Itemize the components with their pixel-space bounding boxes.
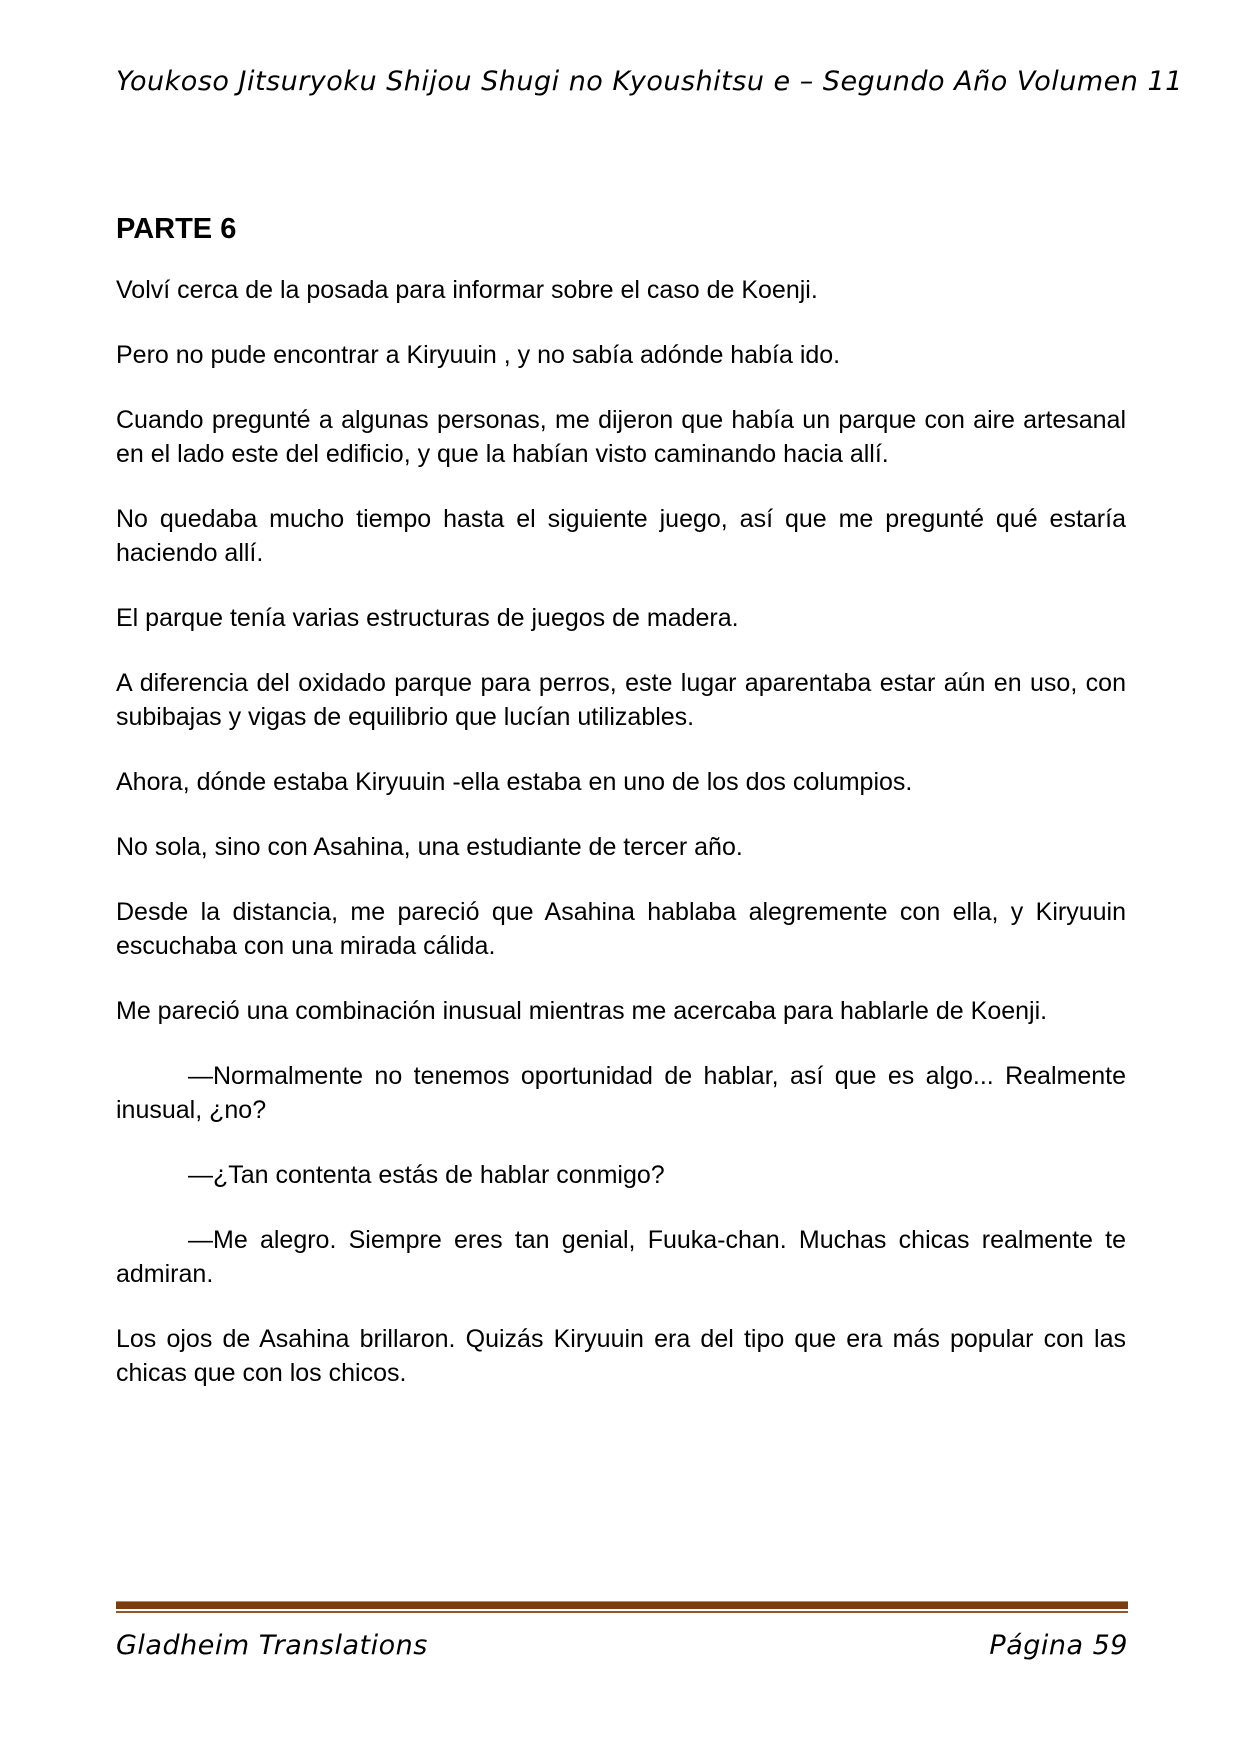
dialogue-paragraph: —Me alegro. Siempre eres tan genial, Fuuka-chan. Muchas chicas realmente te admiran.	[116, 1226, 1126, 1288]
footer-rule-thick-line	[116, 1601, 1128, 1609]
paragraph: Cuando pregunté a algunas personas, me dijeron que había un parque con aire artesanal en el lado este del edificio, y que la habían visto caminando hacia allí.	[116, 406, 1126, 468]
paragraph: Desde la distancia, me pareció que Asahina hablaba alegremente con ella, y Kiryuuin escuchaba con una mirada cálida.	[116, 898, 1126, 960]
dialogue-paragraph: —Normalmente no tenemos oportunidad de hablar, así que es algo... Realmente inusual, ¿no?	[116, 1062, 1126, 1124]
page-header	[116, 66, 1183, 97]
footer-page-number: Página 59	[989, 1630, 1128, 1661]
paragraph: A diferencia del oxidado parque para perros, este lugar aparentaba estar aún en uso, con subibajas y vigas de equilibrio que lucían utilizables.	[116, 669, 1126, 731]
footer-rule	[116, 1601, 1128, 1613]
footer-rule-thin-line	[116, 1611, 1128, 1613]
document-body	[116, 212, 1126, 1421]
paragraph: Los ojos de Asahina brillaron. Quizás Kiryuuin era del tipo que era más popular con las chicas que con los chicos.	[116, 1325, 1126, 1387]
footer-translator-credit: Gladheim Translations	[116, 1630, 428, 1661]
paragraph: Volví cerca de la posada para informar sobre el caso de Koenji.	[116, 276, 818, 304]
paragraph: Ahora, dónde estaba Kiryuuin -ella estaba en uno de los dos columpios.	[116, 768, 913, 796]
paragraph: Me pareció una combinación inusual mientras me acercaba para hablarle de Koenji.	[116, 997, 1048, 1025]
section-heading: PARTE 6	[116, 213, 237, 245]
paragraph: El parque tenía varias estructuras de juegos de madera.	[116, 604, 739, 632]
dialogue-paragraph: —¿Tan contenta estás de hablar conmigo?	[188, 1161, 665, 1189]
page-footer	[116, 1630, 1128, 1661]
paragraph: No sola, sino con Asahina, una estudiante de tercer año.	[116, 833, 743, 861]
paragraph: Pero no pude encontrar a Kiryuuin , y no sabía adónde había ido.	[116, 341, 841, 369]
paragraph: No quedaba mucho tiempo hasta el siguiente juego, así que me pregunté qué estaría haciendo allí.	[116, 505, 1126, 567]
header-title: Youkoso Jitsuryoku Shijou Shugi no Kyoushitsu e – Segundo Año Volumen 11	[116, 66, 1183, 97]
